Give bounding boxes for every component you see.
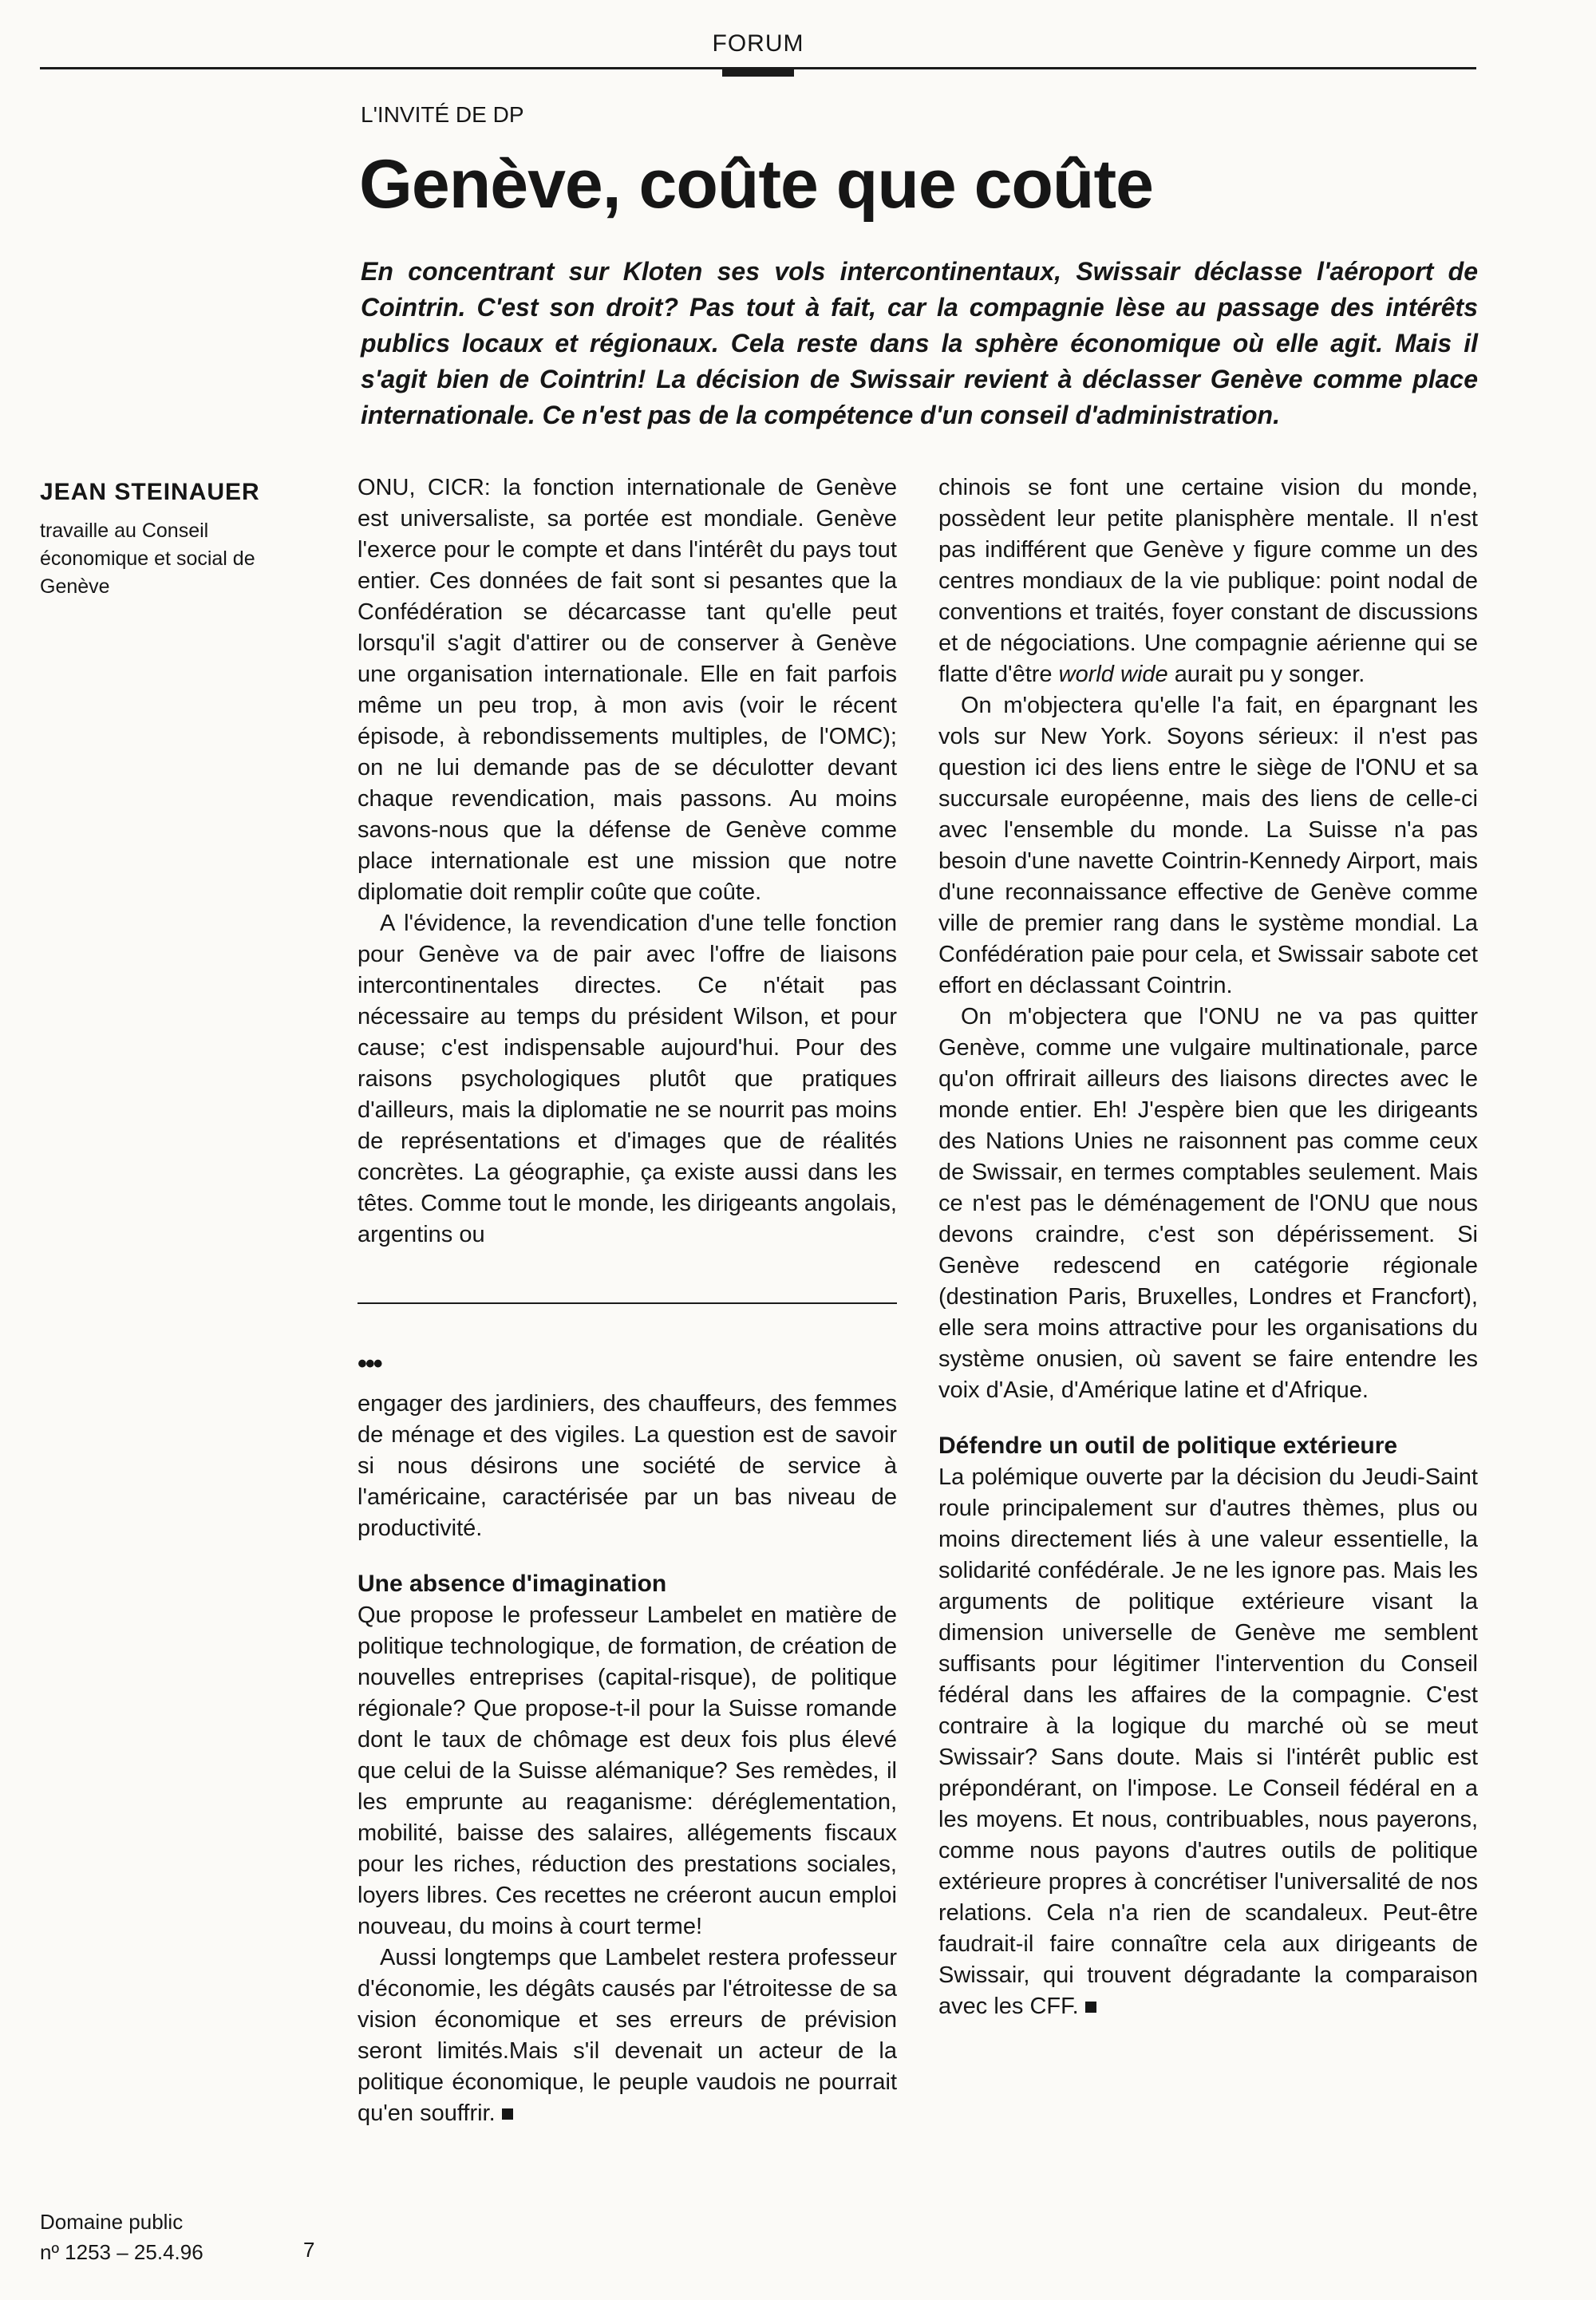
column-2 — [938, 472, 1478, 2022]
body-paragraph — [938, 472, 1478, 690]
italic-phrase: world wide — [1058, 662, 1168, 687]
author-name: JEAN STEINAUER — [40, 479, 260, 505]
paragraph-text: aurait pu y songer. — [1174, 662, 1365, 687]
column-1-bottom — [358, 1389, 897, 2129]
header-rule-tab — [722, 67, 794, 77]
author-block — [40, 479, 303, 601]
author-role: travaille au Conseil économique et social de Genève — [40, 520, 255, 598]
body-paragraph — [938, 1462, 1478, 2022]
body-paragraph: ONU, CICR: la fonction internationale de Genève est universaliste, sa portée est mondiale. Genève l'exerce pour le compte et dans l'intérêt du pays tout entier. Ces données de fait sont si pesantes que la Confédération se décarcasse tant qu'elle peut lorsqu'il s'agit d'attirer ou de conserver à Genève une organisation internationale. Elle en fait parfois même un peu trop, à mon avis (voir le récent épisode, à rebondissements multiples, de l'OMC); on ne lui demande pas de se déculotter devant chaque revendication, mais passons. Au moins savons-nous que la défense de Genève comme place internationale est une mission que notre diplomatie doit remplir coûte que coûte. — [358, 475, 897, 905]
footer-publication — [40, 2207, 203, 2267]
publication-name: Domaine public — [40, 2210, 184, 2234]
section-heading: Défendre un outil de politique extérieure — [938, 1433, 1398, 1459]
end-mark-icon — [1085, 2002, 1096, 2013]
body-paragraph: engager des jardiniers, des chauffeurs, des femmes de ménage et des vigiles. La question est de savoir si nous désirons une société de service à l'américaine, caractérisée par un bas niveau de productivité. — [358, 1391, 897, 1541]
section-heading: Une absence d'imagination — [358, 1571, 667, 1597]
ornament-dots: ••• — [358, 1349, 381, 1379]
column-1-top — [358, 472, 897, 1251]
body-paragraph: On m'objectera que l'ONU ne va pas quitter Genève, comme une vulgaire multinationale, parce qu'on offrirait ailleurs des liaisons directes avec le monde entier. Eh! J'espère bien que les dirigeants des Nations Unies ne raisonnent pas comme ceux de Swissair, en termes comptables seulement. Mais ce n'est pas le déménagement de l'ONU que nous devons craindre, c'est son dépérissement. Si Genève redescend en catégorie régionale (destination Paris, Bruxelles, Londres et Francfort), elle sera moins attractive pour les organisations du système onusien, où savent se faire entendre les voix d'Asie, d'Amérique latine et d'Afrique. — [938, 1004, 1478, 1403]
page-number: 7 — [303, 2238, 315, 2262]
body-paragraph — [358, 1942, 897, 2129]
body-paragraph: On m'objectera qu'elle l'a fait, en épargnant les vols sur New York. Soyons sérieux: il n'est pas question ici des liens entre le siège de l'ONU et sa succursale européenne, mais des liens de celle-ci avec l'ensemble du monde. La Suisse n'a pas besoin d'une navette Cointrin-Kennedy Airport, mais d'une reconnaissance effective de Genève comme ville de premier rang dans le système mondial. La Confédération paie pour cela, et Swissair sabote cet effort en déclassant Cointrin. — [938, 693, 1478, 998]
article-kicker: L'INVITÉ DE DP — [361, 102, 524, 127]
paragraph-text: Aussi longtemps que Lambelet restera professeur d'économie, les dégâts causés par l'étroitesse de sa vision économique et ses erreurs de prévision seront limités.Mais s'il devenait un acteur de la politique économique, le peuple vaudois ne pourrait qu'en souffrir. — [358, 1945, 897, 2126]
column-separator-rule — [358, 1302, 897, 1304]
section-label: FORUM — [712, 30, 804, 57]
paragraph-text: chinois se font une certaine vision du monde, possèdent leur petite planisphère mentale. Il n'est pas indifférent que Genève y figure comme un des centres mondiaux de la vie publique: point nodal de conventions et traités, foyer constant de discussions et de négociations. Une compagnie aérienne qui se flatte d'être — [938, 475, 1478, 687]
body-paragraph: A l'évidence, la revendication d'une telle fonction pour Genève va de pair avec l'offre de liaisons intercontinentales directes. Ce n'était pas nécessaire au temps du président Wilson, et pour cause; c'est indispensable aujourd'hui. Pour des raisons psychologiques plutôt que pratiques d'ailleurs, mais la diplomatie ne se nourrit pas moins de représentations et d'images que de réalités concrètes. La géographie, ça existe aussi dans les têtes. Comme tout le monde, les dirigeants angolais, argentins ou — [358, 911, 897, 1247]
paragraph-text: La polémique ouverte par la décision du Jeudi-Saint roule principalement sur d'autres thèmes, plus ou moins directement liés à une valeur essentielle, la solidarité confédérale. Je ne les ignore pas. Mais les arguments de politique extérieure visant la dimension universelle de Genève me semblent suffisants pour légitimer l'intervention du Conseil fédéral dans les affaires de la compagnie. C'est contraire à la logique du marché où se meut Swissair? Sans doute. Mais si l'intérêt public est prépondérant, on l'impose. Le Conseil fédéral en a les moyens. Et nous, contribuables, nous payerons, comme nous payons d'autres outils de politique extérieure propres à concrétiser l'universalité de nos relations. Cela n'a rien de scandaleux. Peut-être faudrait-il faire connaître cela aux dirigeants de Swissair, qui trouvent dégradante la comparaison avec les CFF. — [938, 1464, 1478, 2019]
end-mark-icon — [502, 2108, 513, 2120]
article-title: Genève, coûte que coûte — [359, 146, 1153, 223]
body-paragraph: Que propose le professeur Lambelet en matière de politique technologique, de formation, de création de nouvelles entreprises (capital-risque), de politique régionale? Que propose-t-il pour la Suisse romande dont le taux de chômage est deux fois plus élevé que celui de la Suisse alémanique? Ses remèdes, il les emprunte au reaganisme: déréglementation, mobilité, baisse des salaires, allégements fiscaux pour les riches, réduction des prestations sociales, loyers libres. Ces recettes ne créeront aucun emploi nouveau, du moins à court terme! — [358, 1602, 897, 1939]
issue-info: nº 1253 – 25.4.96 — [40, 2240, 203, 2264]
article-lead: En concentrant sur Kloten ses vols intercontinentaux, Swissair déclasse l'aéroport de Cointrin. C'est son droit? Pas tout à fait, car la compagnie lèse au passage des intérêts publics locaux et régionaux. Cela reste dans la sphère économique où elle agit. Mais il s'agit bien de Cointrin! La décision de Swissair revient à déclasser Genève comme place internationale. Ce n'est pas de la compétence d'un conseil d'administration. — [361, 257, 1478, 429]
